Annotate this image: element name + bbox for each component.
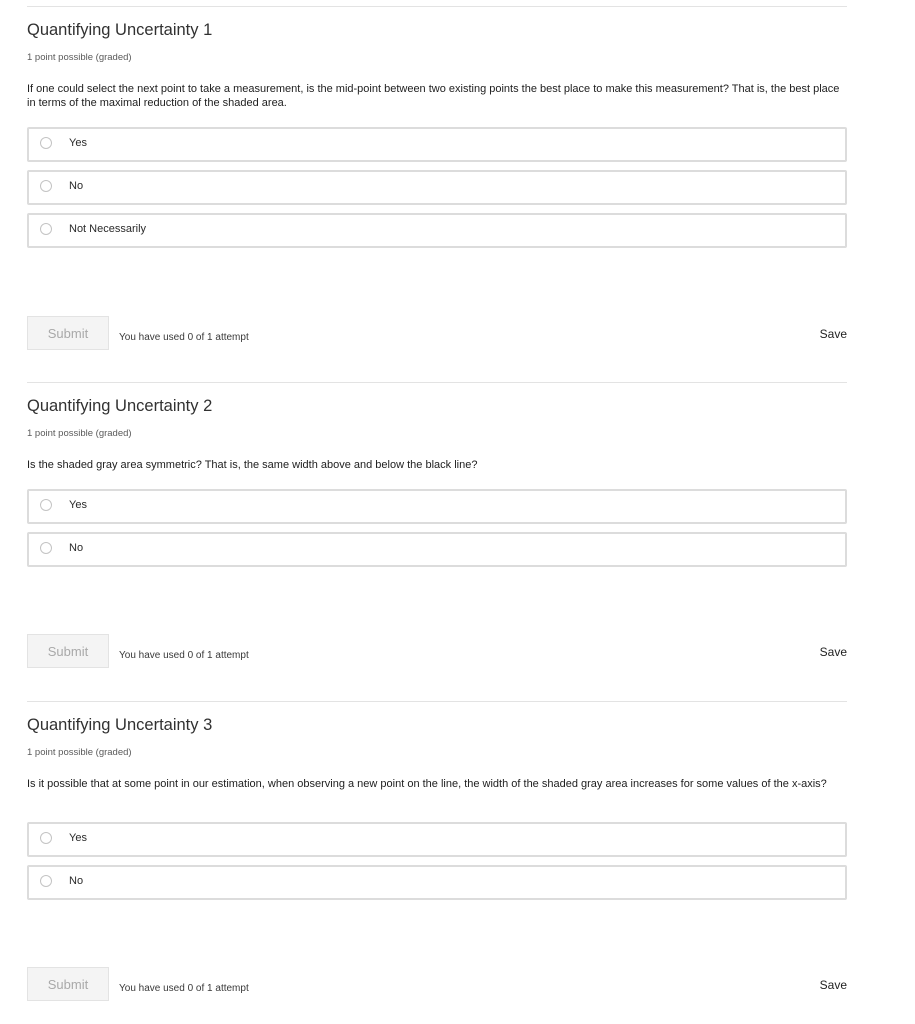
radio-button[interactable] — [40, 137, 52, 149]
choice-label: Yes — [69, 832, 87, 844]
attempts-text: You have used 0 of 1 attempt — [119, 650, 249, 661]
points-possible: 1 point possible (graded) — [27, 428, 132, 439]
radio-button[interactable] — [40, 499, 52, 511]
choice-no[interactable] — [27, 170, 847, 205]
problem-3 — [27, 695, 847, 1015]
save-button[interactable]: Save — [819, 978, 847, 992]
radio-button[interactable] — [40, 180, 52, 192]
question-text: Is the shaded gray area symmetric? That is, the same width above and below the black line? — [27, 459, 478, 471]
question-text: Is it possible that at some point in our estimation, when observing a new point on the line, the width of the shaded gray area increases for some values of the x-axis? — [27, 778, 827, 790]
problem-title: Quantifying Uncertainty 1 — [27, 21, 213, 39]
problem-1 — [27, 0, 847, 360]
submit-button[interactable]: Submit — [27, 634, 109, 668]
choice-label: Yes — [69, 499, 87, 511]
choice-label: No — [69, 180, 84, 192]
choice-yes[interactable] — [27, 127, 847, 162]
submit-button[interactable]: Submit — [27, 316, 109, 350]
save-button[interactable]: Save — [819, 645, 847, 659]
choice-label: No — [69, 875, 84, 887]
attempts-text: You have used 0 of 1 attempt — [119, 332, 249, 343]
problem-2 — [27, 376, 847, 676]
points-possible: 1 point possible (graded) — [27, 747, 132, 758]
radio-button[interactable] — [40, 875, 52, 887]
problem-title: Quantifying Uncertainty 2 — [27, 397, 213, 415]
save-button[interactable]: Save — [819, 327, 847, 341]
submit-button[interactable]: Submit — [27, 967, 109, 1001]
radio-button[interactable] — [40, 832, 52, 844]
choice-label: No — [69, 542, 84, 554]
points-possible: 1 point possible (graded) — [27, 52, 132, 63]
attempts-text: You have used 0 of 1 attempt — [119, 983, 249, 994]
question-text: If one could select the next point to take a measurement, is the mid-point between two existing points the best place to make this measurement? That is, the best place in terms of the maximal reduction of the shaded area. — [27, 83, 840, 109]
radio-button[interactable] — [40, 223, 52, 235]
choice-yes[interactable] — [27, 822, 847, 857]
radio-button[interactable] — [40, 542, 52, 554]
choice-not-necessarily[interactable] — [27, 213, 847, 248]
problem-title: Quantifying Uncertainty 3 — [27, 716, 213, 734]
choice-label: Yes — [69, 137, 87, 149]
choice-yes[interactable] — [27, 489, 847, 524]
choice-no[interactable] — [27, 532, 847, 567]
choice-label: Not Necessarily — [69, 223, 147, 235]
choice-no[interactable] — [27, 865, 847, 900]
